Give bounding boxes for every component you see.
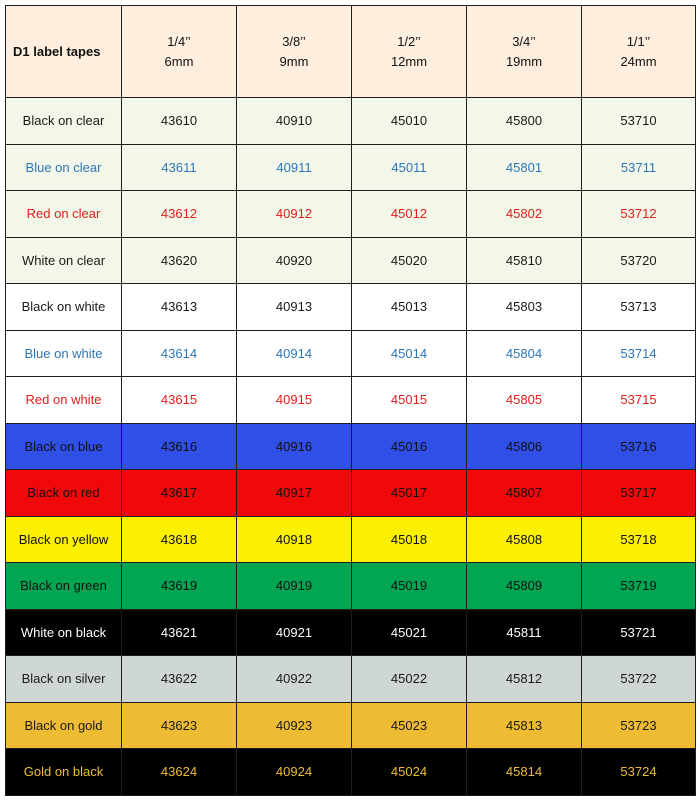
tape-part-number: 45021	[352, 609, 467, 656]
tape-color-label: Red on clear	[6, 191, 122, 238]
tape-part-number: 45804	[467, 330, 582, 377]
tape-part-number: 45805	[467, 377, 582, 424]
table-row	[6, 516, 696, 563]
tape-part-number: 53718	[582, 516, 696, 563]
tape-part-number: 45010	[352, 98, 467, 145]
table-row	[6, 144, 696, 191]
tape-part-number: 40919	[237, 563, 352, 610]
tape-part-number: 43615	[122, 377, 237, 424]
table-row	[6, 656, 696, 703]
column-size-inches: 1/4’’	[167, 33, 191, 49]
tape-part-number: 45014	[352, 330, 467, 377]
tape-part-number: 43616	[122, 423, 237, 470]
tape-color-label: White on clear	[6, 237, 122, 284]
tape-part-number: 40914	[237, 330, 352, 377]
tape-part-number: 45809	[467, 563, 582, 610]
column-size-mm: 24mm	[620, 53, 657, 69]
tape-part-number: 45812	[467, 656, 582, 703]
table-row	[6, 237, 696, 284]
tape-color-label: Black on silver	[6, 656, 122, 703]
corner-label: D1 label tapes	[6, 6, 122, 98]
tape-part-number: 43610	[122, 98, 237, 145]
tape-part-number: 43614	[122, 330, 237, 377]
tape-part-number: 43613	[122, 284, 237, 331]
tape-part-number: 53723	[582, 702, 696, 749]
tape-part-number: 45020	[352, 237, 467, 284]
tape-part-number: 45024	[352, 749, 467, 796]
tape-part-number: 40916	[237, 423, 352, 470]
tape-color-label: Blue on clear	[6, 144, 122, 191]
tape-part-number: 45018	[352, 516, 467, 563]
tape-part-number: 40913	[237, 284, 352, 331]
tape-part-number: 45800	[467, 98, 582, 145]
tape-part-number: 53716	[582, 423, 696, 470]
tape-color-label: Black on red	[6, 470, 122, 517]
tape-part-number: 45011	[352, 144, 467, 191]
tape-part-number: 53721	[582, 609, 696, 656]
tape-part-number: 45012	[352, 191, 467, 238]
table-row	[6, 423, 696, 470]
tape-part-number: 45814	[467, 749, 582, 796]
tape-part-number: 45810	[467, 237, 582, 284]
tape-part-number: 45813	[467, 702, 582, 749]
tape-part-number: 45023	[352, 702, 467, 749]
tape-color-label: Red on white	[6, 377, 122, 424]
column-header	[237, 6, 352, 98]
tape-color-label: Black on clear	[6, 98, 122, 145]
tape-part-number: 45808	[467, 516, 582, 563]
tape-part-number: 43617	[122, 470, 237, 517]
column-size-mm: 12mm	[390, 53, 428, 69]
column-size-inches: 1/2’’	[397, 33, 421, 49]
tape-part-number: 53719	[582, 563, 696, 610]
tape-part-number: 43619	[122, 563, 237, 610]
tape-part-number: 40915	[237, 377, 352, 424]
column-header	[582, 6, 696, 98]
tape-part-number: 40923	[237, 702, 352, 749]
tape-part-number: 45019	[352, 563, 467, 610]
tape-part-number: 45811	[467, 609, 582, 656]
tape-part-number: 53713	[582, 284, 696, 331]
tape-part-number: 40920	[237, 237, 352, 284]
tape-color-label: Black on white	[6, 284, 122, 331]
tape-color-label: Gold on black	[6, 749, 122, 796]
tape-part-number: 40924	[237, 749, 352, 796]
tape-part-number: 53714	[582, 330, 696, 377]
table-row	[6, 749, 696, 796]
table-row	[6, 284, 696, 331]
tape-part-number: 45806	[467, 423, 582, 470]
tape-part-number: 45802	[467, 191, 582, 238]
tape-part-number: 45022	[352, 656, 467, 703]
table-row	[6, 563, 696, 610]
table-row	[6, 98, 696, 145]
tape-part-number: 53724	[582, 749, 696, 796]
column-size-mm: 19mm	[505, 53, 543, 69]
tape-part-number: 53712	[582, 191, 696, 238]
table-row	[6, 609, 696, 656]
column-size-inches: 3/4’’	[512, 33, 536, 49]
tape-part-number: 45807	[467, 470, 582, 517]
tape-part-number: 43621	[122, 609, 237, 656]
tape-part-number: 45801	[467, 144, 582, 191]
tape-part-number: 40922	[237, 656, 352, 703]
tape-part-number: 53710	[582, 98, 696, 145]
table-row	[6, 377, 696, 424]
tape-part-number: 45017	[352, 470, 467, 517]
tape-color-label: Black on yellow	[6, 516, 122, 563]
tape-part-number: 45803	[467, 284, 582, 331]
tape-part-number: 43612	[122, 191, 237, 238]
tape-part-number: 43618	[122, 516, 237, 563]
table-row	[6, 470, 696, 517]
tape-color-label: Blue on white	[6, 330, 122, 377]
tape-part-number: 53722	[582, 656, 696, 703]
tape-part-number: 53720	[582, 237, 696, 284]
column-size-inches: 3/8’’	[282, 33, 306, 49]
tape-part-number: 53715	[582, 377, 696, 424]
tape-part-number: 45015	[352, 377, 467, 424]
tape-part-number: 53711	[582, 144, 696, 191]
column-header	[467, 6, 582, 98]
tape-part-number: 40912	[237, 191, 352, 238]
tape-part-number: 40918	[237, 516, 352, 563]
tape-part-number: 40921	[237, 609, 352, 656]
table-row	[6, 191, 696, 238]
tape-part-number: 45013	[352, 284, 467, 331]
column-size-inches: 1/1’’	[626, 33, 651, 49]
tape-part-number: 40911	[237, 144, 352, 191]
tape-part-number: 43611	[122, 144, 237, 191]
tape-color-label: Black on green	[6, 563, 122, 610]
tape-part-number: 43622	[122, 656, 237, 703]
tape-part-number: 53717	[582, 470, 696, 517]
tape-part-number: 40910	[237, 98, 352, 145]
tape-part-number: 45016	[352, 423, 467, 470]
tape-color-label: Black on gold	[6, 702, 122, 749]
table-row	[6, 330, 696, 377]
tape-color-label: White on black	[6, 609, 122, 656]
tape-part-number: 43623	[122, 702, 237, 749]
tape-color-label: Black on blue	[6, 423, 122, 470]
column-size-mm: 6mm	[164, 53, 194, 69]
column-header	[122, 6, 237, 98]
tape-part-number: 40917	[237, 470, 352, 517]
tape-part-number: 43620	[122, 237, 237, 284]
label-tape-table	[5, 5, 696, 796]
column-size-mm: 9mm	[279, 53, 309, 69]
tape-part-number: 43624	[122, 749, 237, 796]
header-row	[6, 6, 696, 98]
column-header	[352, 6, 467, 98]
table-row	[6, 702, 696, 749]
